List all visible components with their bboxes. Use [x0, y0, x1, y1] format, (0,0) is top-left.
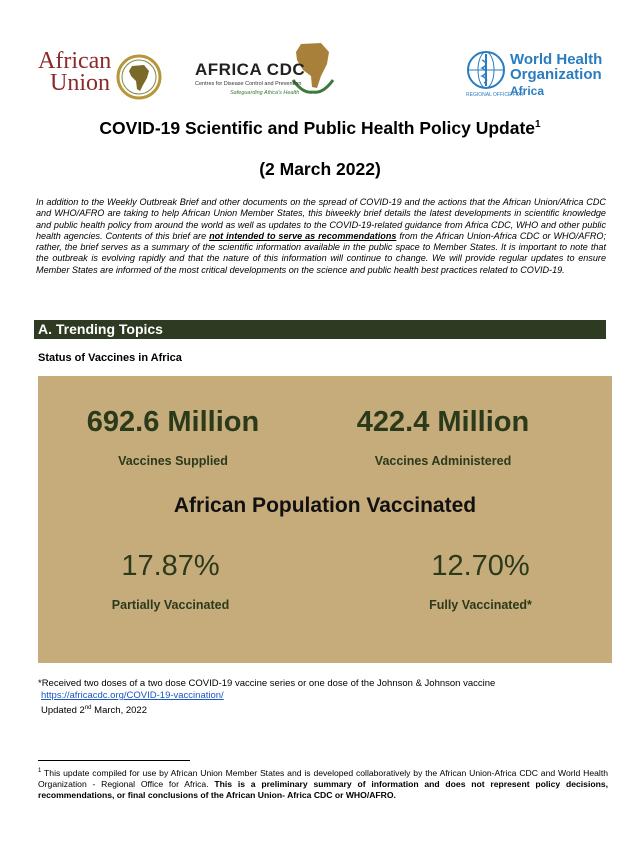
section-header	[34, 320, 606, 339]
who-name	[510, 52, 602, 82]
africa-cdc-logo	[195, 40, 340, 100]
who-emblem-icon	[466, 50, 506, 90]
cdc-title: AFRICA CDC	[195, 60, 306, 79]
intro-paragraph	[36, 197, 606, 276]
subheading: Status of Vaccines in Africa	[38, 352, 182, 364]
african-union-logo	[38, 50, 173, 106]
fully-vaccinated-value: 12.70%	[431, 550, 530, 582]
footnote-bold-text: This is a preliminary summary of information and does not represent policy decisions, recommendations, or final conclusions of the African Union- Africa CDC or WHO/AFRO.	[38, 778, 608, 800]
who-africa: Africa	[510, 84, 545, 98]
au-line1: African	[38, 48, 112, 74]
section-title: A. Trending Topics	[38, 321, 163, 337]
vaccine-status-panel	[38, 376, 612, 663]
title-text: COVID-19 Scientific and Public Health Policy Update	[99, 118, 536, 138]
updated-suffix: March, 2022	[91, 705, 147, 717]
africacdc-vaccination-link[interactable]: https://africacdc.org/COVID-19-vaccination/	[41, 690, 224, 701]
updated-sup: nd	[84, 705, 92, 711]
vaccines-supplied-value: 692.6 Million	[86, 406, 260, 438]
vaccines-administered-label: Vaccines Administered	[374, 454, 512, 468]
vaccines-supplied-label: Vaccines Supplied	[118, 454, 228, 468]
au-line2: Union	[50, 70, 110, 96]
title-footnote-marker: 1	[535, 119, 541, 131]
cdc-tagline: Safeguarding Africa's Health	[230, 90, 300, 96]
document-title	[0, 118, 640, 139]
footnote-marker: 1	[38, 768, 42, 774]
au-emblem-icon	[116, 54, 162, 100]
document-date: (2 March 2022)	[259, 159, 381, 179]
vaccine-note	[38, 678, 608, 717]
intro-underlined: not intended to serve as recommendations	[209, 230, 397, 241]
asterisk-note: *Received two doses of a two dose COVID-19 vaccine series or one dose of the Johnson & Johnson vaccine	[38, 678, 496, 689]
who-line1: World Health	[510, 51, 603, 68]
who-region: REGIONAL OFFICE FOR	[466, 92, 524, 98]
who-line2: Organization	[510, 66, 602, 83]
footnote-text: This update compiled for use by African Union Member States and is developed collaboratively by the African Union-Africa CDC and World Health Organization - Regional Office for Africa.	[38, 767, 608, 789]
cdc-subtitle: Centres for Disease Control and Prevention	[195, 81, 302, 87]
vaccines-administered-value: 422.4 Million	[356, 406, 530, 438]
updated-prefix: Updated 2	[41, 705, 85, 717]
updated-date	[38, 702, 608, 717]
population-vaccinated-title: African Population Vaccinated	[173, 494, 477, 517]
fully-vaccinated-label: Fully Vaccinated*	[429, 598, 532, 612]
intro-part1: In addition to the Weekly Outbreak Brief and other documents on the spread of COVID-19 and the actions that the African Union/Africa CDC and WHO/AFRO are taking to help African Union Member States, this biweekly brief details the latest developments in scientific knowledge and public health policy from around the world as well as updates to the COVID-19-related guidance from Africa CDC, WHO and other public health agencies. Contents of this brief are	[36, 197, 606, 241]
footnote	[38, 766, 608, 801]
partially-vaccinated-label: Partially Vaccinated	[111, 598, 230, 612]
intro-part2: from the African Union-Africa CDC or WHO/AFRO; rather, the brief serves as a summary of the scientific information available in the public space to Member States. It is important to note that the outbreak is evolving rapidly and that the nature of this information will continue to change. We will provide regular updates to ensure Member States are informed of the most critical developments on the science and public health best practices related to COVID-19.	[36, 230, 606, 275]
partially-vaccinated-value: 17.87%	[121, 550, 220, 582]
who-africa-logo	[466, 48, 606, 108]
footnote-divider	[38, 760, 190, 761]
